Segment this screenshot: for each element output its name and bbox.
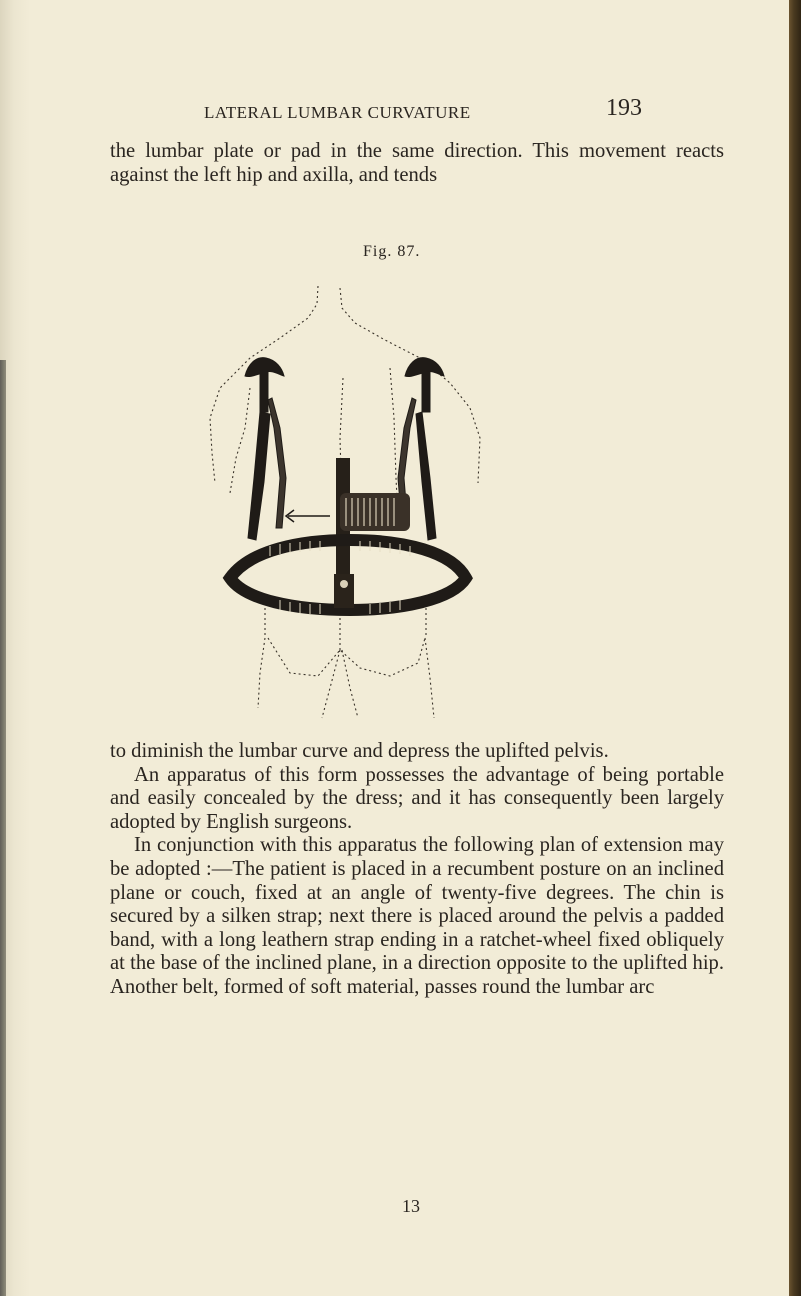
page-edge	[789, 0, 801, 1296]
page-gutter-shadow	[0, 360, 6, 1296]
page-header	[204, 95, 654, 125]
paragraph-continuation: the lumbar plate or pad in the same direction. This movement reacts against the left hip and axilla, and tends	[110, 140, 724, 186]
running-head: LATERAL LUMBAR CURVATURE	[204, 103, 471, 122]
body-text	[110, 740, 724, 1000]
figure-caption: Fig. 87.	[363, 243, 421, 260]
page-number: 193	[606, 95, 642, 121]
signature-mark: 13	[402, 1196, 420, 1216]
figure-brace-illustration	[190, 278, 500, 723]
paragraph-2: An apparatus of this form possesses the advantage of being portable and easily concealed by the dress; and it has consequently been largely adopted by English surgeons.	[110, 763, 724, 833]
paragraph-1: to diminish the lumbar curve and depress the uplifted pelvis.	[110, 740, 609, 762]
paragraph-3: In conjunction with this apparatus the following plan of extension may be adopted :—The patient is placed in a recumbent posture on an inclined plane or couch, fixed at an angle of twenty-five degrees. The chin is secured by a silken strap; next there is placed around the pelvis a padded band, with a long leathern strap ending in a ratchet-wheel fixed obliquely at the base of the inclined plane, in a direction opposite to the uplifted hip. Another belt, formed of soft material, passes round the lumbar arc	[110, 834, 724, 998]
